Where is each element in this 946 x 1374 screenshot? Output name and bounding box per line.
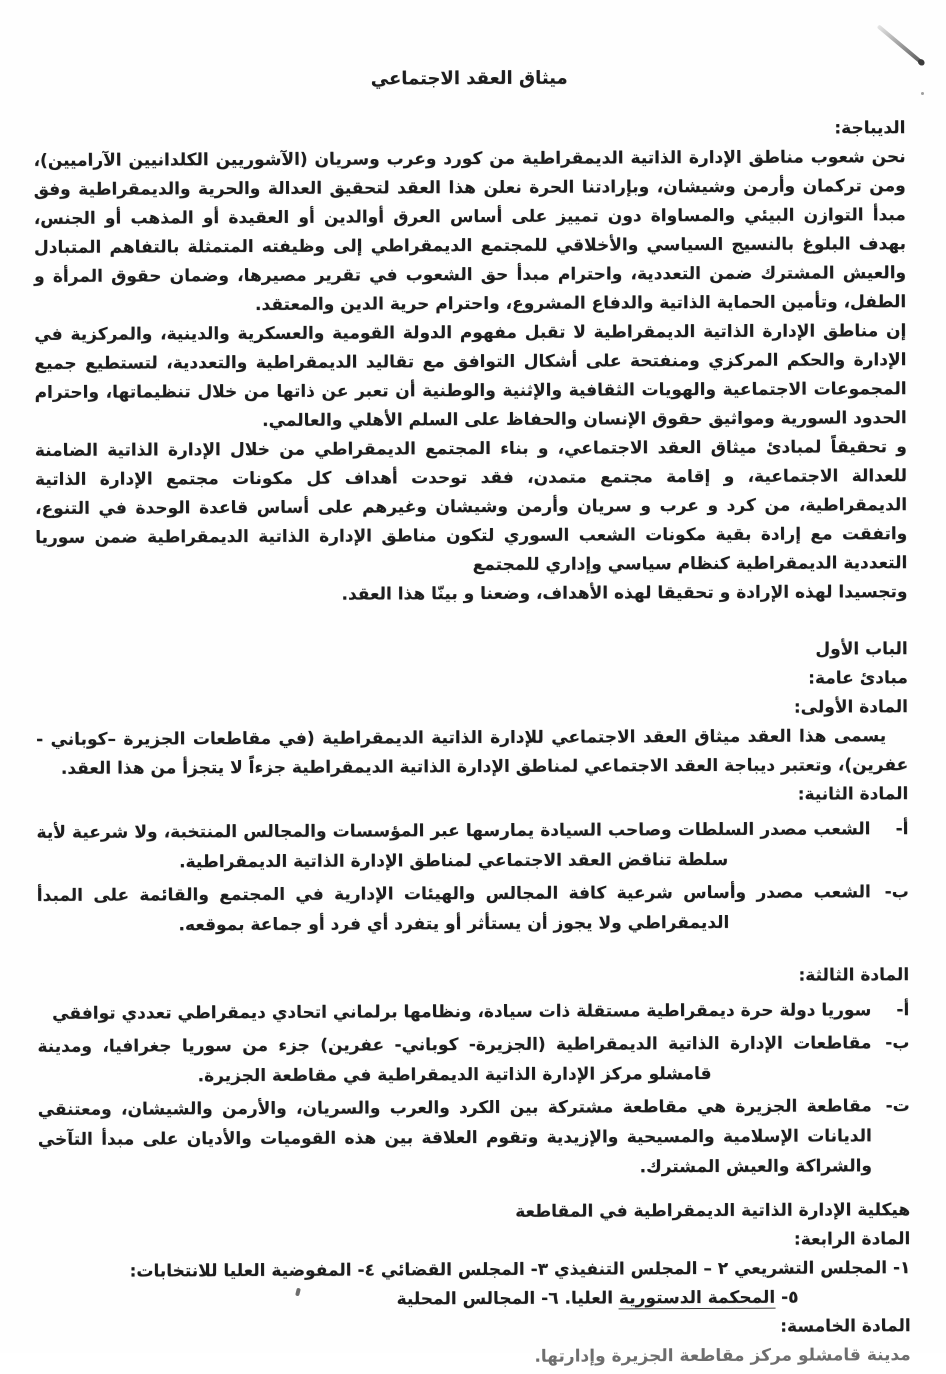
list-item-text: الشعب مصدر السلطات وصاحب السيادة يمارسها عبر المؤسسات والمجالس المنتخبة، ولا شرعية لأية سلطة تناقض العقد الاجتماعي لمناطق الإدارة الذاتية الديمقراطية. xyxy=(36,819,871,873)
chapter-one-heading: الباب الأول xyxy=(815,639,908,660)
article-four-line-2-underlined: المحكمة الدستورية xyxy=(618,1287,776,1309)
article-two-item-a xyxy=(36,814,908,878)
list-marker: ب- xyxy=(884,882,909,903)
article-four-line-2-pre: ٥- xyxy=(775,1287,799,1308)
list-marker: ت- xyxy=(885,1096,910,1117)
article-five-body: مدينة قامشلو مركز مقاطعة الجزيرة وإدارتها. xyxy=(534,1345,911,1367)
list-item-text: مقاطعات الإدارة الذاتية الديمقراطية (الجزيرة- كوباني- عفرين) جزء من سوريا جغرافيا، ومدينة قامشلو مركز الإدارة الذاتية الديمقراطية في مقاطعة الجزيرة. xyxy=(37,1033,872,1087)
document-title: ميثاق العقد الاجتماعي xyxy=(370,67,568,90)
list-marker: أ- xyxy=(896,1000,910,1021)
article-four-line-1: ١- المجلس التشريعي ٢ – المجلس التنفيذي ٣- المجلس القضائي ٤- المفوضية العليا للانتخابات: xyxy=(129,1258,911,1282)
article-three-item-a xyxy=(37,995,909,1029)
article-four-heading: المادة الرابعة: xyxy=(793,1229,911,1250)
preamble-paragraph-2: إن مناطق الإدارة الذاتية الديمقراطية لا تقبل مفهوم الدولة القومية والعسكرية والدينية، والمركزية في الإدارة والحكم المركزي ومنفتحة على أشكال التوافق مع تقاليد الديمقراطية والتعددية، لتستطيع جميع المجموعات الاجتماعية والهويات الثقافية والإثنية والوطنية أن تعبر عن ذاتها من خلال تنظيماتها، واحترام الحدود السورية ومواثيق حقوق الإنسان والحفاظ على السلم الأهلي والعالمي. xyxy=(34,321,907,431)
list-marker: أ- xyxy=(895,819,909,840)
article-one-heading: المادة الأولى: xyxy=(793,697,909,718)
scan-speck xyxy=(921,92,924,95)
list-item-text: الشعب مصدر وأساس شرعية كافة المجالس والهيئات الإدارية في المجتمع والقائمة على المبدأ الديمقراطي ولا يجوز أن يستأثر أو يتفرد أي فرد أو جماعة بموقعه. xyxy=(36,882,871,936)
document-content xyxy=(33,62,911,1374)
article-four-line-2-post: العليا. ٦- المجالس المحلية xyxy=(396,1288,619,1310)
pen-scribble-mark xyxy=(877,24,924,64)
article-three-item-b xyxy=(37,1028,909,1092)
list-item-text: سوريا دولة حرة ديمقراطية مستقلة ذات سيادة، ونظامها برلماني اتحادي ديمقراطي تعددي توافقي xyxy=(52,1000,872,1024)
article-one-body: يسمى هذا العقد ميثاق العقد الاجتماعي للإدارة الذاتية الديمقراطية (في مقاطعات الجزيرة –كوباني - عفرين)، وتعتبر ديباجة العقد الاجتماعي لمناطق الإدارة الذاتية الديمقراطية جزءاً لا يتجزأ من هذا العقد. xyxy=(36,726,909,779)
preamble-paragraph-4: وتجسيدا لهذه الإرادة و تحقيقا لهذه الأهداف، وضعنا و بينّا هذا العقد. xyxy=(341,582,908,605)
preamble-paragraph-1: نحن شعوب مناطق الإدارة الذاتية الديمقراطية من كورد وعرب وسريان (الآشوريين الكلدانيين الآراميين)، ومن تركمان وأرمن وشيشان، وبإرادتنا الحرة نعلن هذا العقد لتحقيق العدالة والحرية والديمقراطية وفق مبدأ التوازن البيئي والمساواة دون تمييز على أساس العرق أوالدين أو العقيدة أو المذهب أو الجنس، بهدف البلوغ بالنسيج السياسي والأخلاقي للمجتمع الديمقراطي إلى وظيفته المتمثلة بالتفاهم المتبادل والعيش المشترك ضمن التعددية، واحترام مبدأ حق الشعوب في تقرير مصيرها، وضمان حقوق المرأة و الطفل، وتأمين الحماية الذاتية والدفاع المشروع، واحترام حرية الدين والمعتقد. xyxy=(33,147,907,315)
list-item-text: مقاطعة الجزيرة هي مقاطعة مشتركة بين الكرد والعرب والسريان، والأرمن والشيشان، ومعتنقي الديانات الإسلامية والمسيحية والإزيدية وتقوم العلاقة بين هذه القوميات والأديان على مبدأ التآخي والشراكة والعيش المشترك. xyxy=(37,1096,873,1178)
article-five-heading: المادة الخامسة: xyxy=(780,1316,911,1337)
article-four-line-2 xyxy=(38,1284,798,1316)
list-marker: ب- xyxy=(885,1033,910,1054)
preamble-heading: الديباجة: xyxy=(834,118,906,139)
article-two-item-b xyxy=(37,877,909,941)
article-three-heading: المادة الثالثة: xyxy=(798,965,910,986)
structure-section-heading: هيكلية الإدارة الذاتية الديمقراطية في المقاطعة xyxy=(515,1200,911,1222)
general-principles-heading: مبادئ عامة: xyxy=(808,668,908,689)
article-three-item-t xyxy=(38,1091,910,1185)
preamble-paragraph-3: و تحقيقاً لمبادئ ميثاق العقد الاجتماعي، و بناء المجتمع الديمقراطي من خلال الإدارة الذاتية الضامنة للعدالة الاجتماعية، و إقامة مجتمع متمدن، فقد توحدت أهداف كل مكونات مجتمع الإدارة الذاتية الديمقراطية، من كرد و عرب و سريان وأرمن وشيشان وغيرهم على أساس قاعدة الوحدة في التنوع، واتفقت مع إرادة بقية مكونات الشعب السوري لتكون مناطق الإدارة الذاتية الديمقراطية ضمن سوريا التعددية الديمقراطية كنظام سياسي وإداري للمجتمع xyxy=(34,437,908,575)
article-two-heading: المادة الثانية: xyxy=(797,784,909,805)
